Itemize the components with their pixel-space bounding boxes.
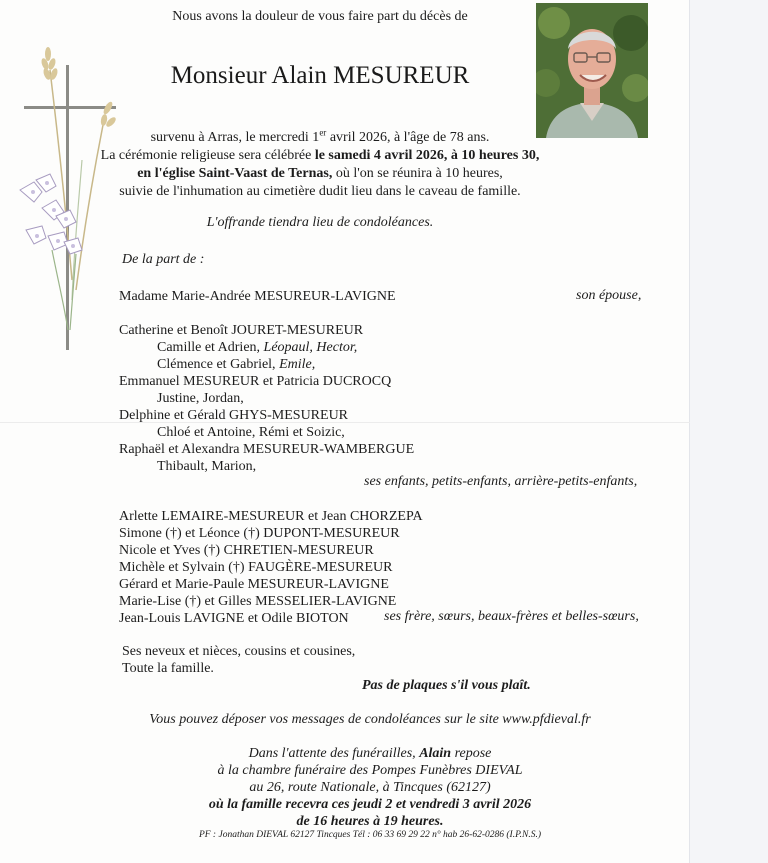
deceased-name: Monsieur Alain MESUREUR [170, 62, 470, 89]
website-notice: Vous pouvez déposer vos messages de condoléances sur le site www.pfdieval.fr [149, 712, 591, 727]
children-line: Delphine et Gérald GHYS-MESUREUR [119, 408, 349, 423]
grandchildren-line: Thibault, Marion, [157, 459, 257, 474]
death-line: survenu à Arras, le mercredi 1er avril 2026, à l'âge de 78 ans. [150, 127, 490, 145]
relatives-line: Ses neveux et nièces, cousins et cousines, [122, 644, 356, 659]
address-line: au 26, route Nationale, à Tincques (62127) [249, 780, 491, 795]
grandchildren-line: Camille et Adrien, Léopaul, Hector, [157, 340, 358, 355]
sibling-line: Arlette LEMAIRE-MESUREUR et Jean CHORZEPA [119, 509, 423, 524]
family-intro: De la part de : [122, 252, 205, 267]
spouse-name: Madame Marie-Andrée MESUREUR-LAVIGNE [119, 289, 396, 304]
children-line: Raphaël et Alexandra MESUREUR-WAMBERGUE [119, 442, 415, 457]
rest-line: Dans l'attente des funérailles, Alain repose [248, 746, 492, 761]
visiting-days-line: où la famille recevra ces jeudi 2 et vendredi 3 avril 2026 [208, 797, 532, 812]
intro-text: Nous avons la douleur de vous faire part du décès de [172, 9, 468, 24]
sibling-line: Michèle et Sylvain (†) FAUGÈRE-MESUREUR [119, 560, 393, 575]
sibling-line: Gérard et Marie-Paule MESUREUR-LAVIGNE [119, 577, 389, 592]
children-line: Catherine et Benoît JOURET-MESUREUR [119, 323, 364, 338]
church-line: en l'église Saint-Vaast de Ternas, où l'on se réunira à 10 heures, [137, 166, 503, 181]
burial-line: suivie de l'inhumation au cimetière dudit lieu dans le caveau de famille. [119, 184, 521, 199]
grandchildren-line: Justine, Jordan, [157, 391, 244, 406]
siblings-relation: ses frère, sœurs, beaux-frères et belles-sœurs, [384, 609, 639, 624]
footer-credits: PF : Jonathan DIEVAL 62127 Tincques Tél : 06 33 69 29 22 n° hab 26-62-0286 (I.P.N.S.) [198, 830, 542, 840]
children-relation: ses enfants, petits-enfants, arrière-petits-enfants, [364, 474, 638, 489]
no-plaques-notice: Pas de plaques s'il vous plaît. [362, 678, 531, 693]
grandchildren-line: Clémence et Gabriel, Emile, [157, 357, 316, 372]
grandchildren-line: Chloé et Antoine, Rémi et Soizic, [157, 425, 345, 440]
spouse-relation: son épouse, [576, 288, 642, 303]
paper-edge-line [689, 0, 690, 863]
portrait-photo-icon [536, 3, 648, 138]
sibling-line: Jean-Louis LAVIGNE et Odile BIOTON [119, 611, 349, 626]
condolences-line: L'offrande tiendra lieu de condoléances. [206, 215, 434, 230]
family-line: Toute la famille. [122, 661, 214, 676]
sibling-line: Marie-Lise (†) et Gilles MESSELIER-LAVIGNE [119, 594, 397, 609]
visiting-hours-line: de 16 heures à 19 heures. [296, 814, 444, 829]
children-line: Emmanuel MESUREUR et Patricia DUCROCQ [119, 374, 392, 389]
ceremony-line: La cérémonie religieuse sera célébrée le samedi 4 avril 2026, à 10 heures 30, [100, 148, 540, 163]
scan-edge [690, 0, 768, 863]
sibling-line: Simone (†) et Léonce (†) DUPONT-MESUREUR [119, 526, 400, 541]
funeral-home-line: à la chambre funéraire des Pompes Funèbres DIEVAL [217, 763, 523, 778]
sibling-line: Nicole et Yves (†) CHRETIEN-MESUREUR [119, 543, 374, 558]
